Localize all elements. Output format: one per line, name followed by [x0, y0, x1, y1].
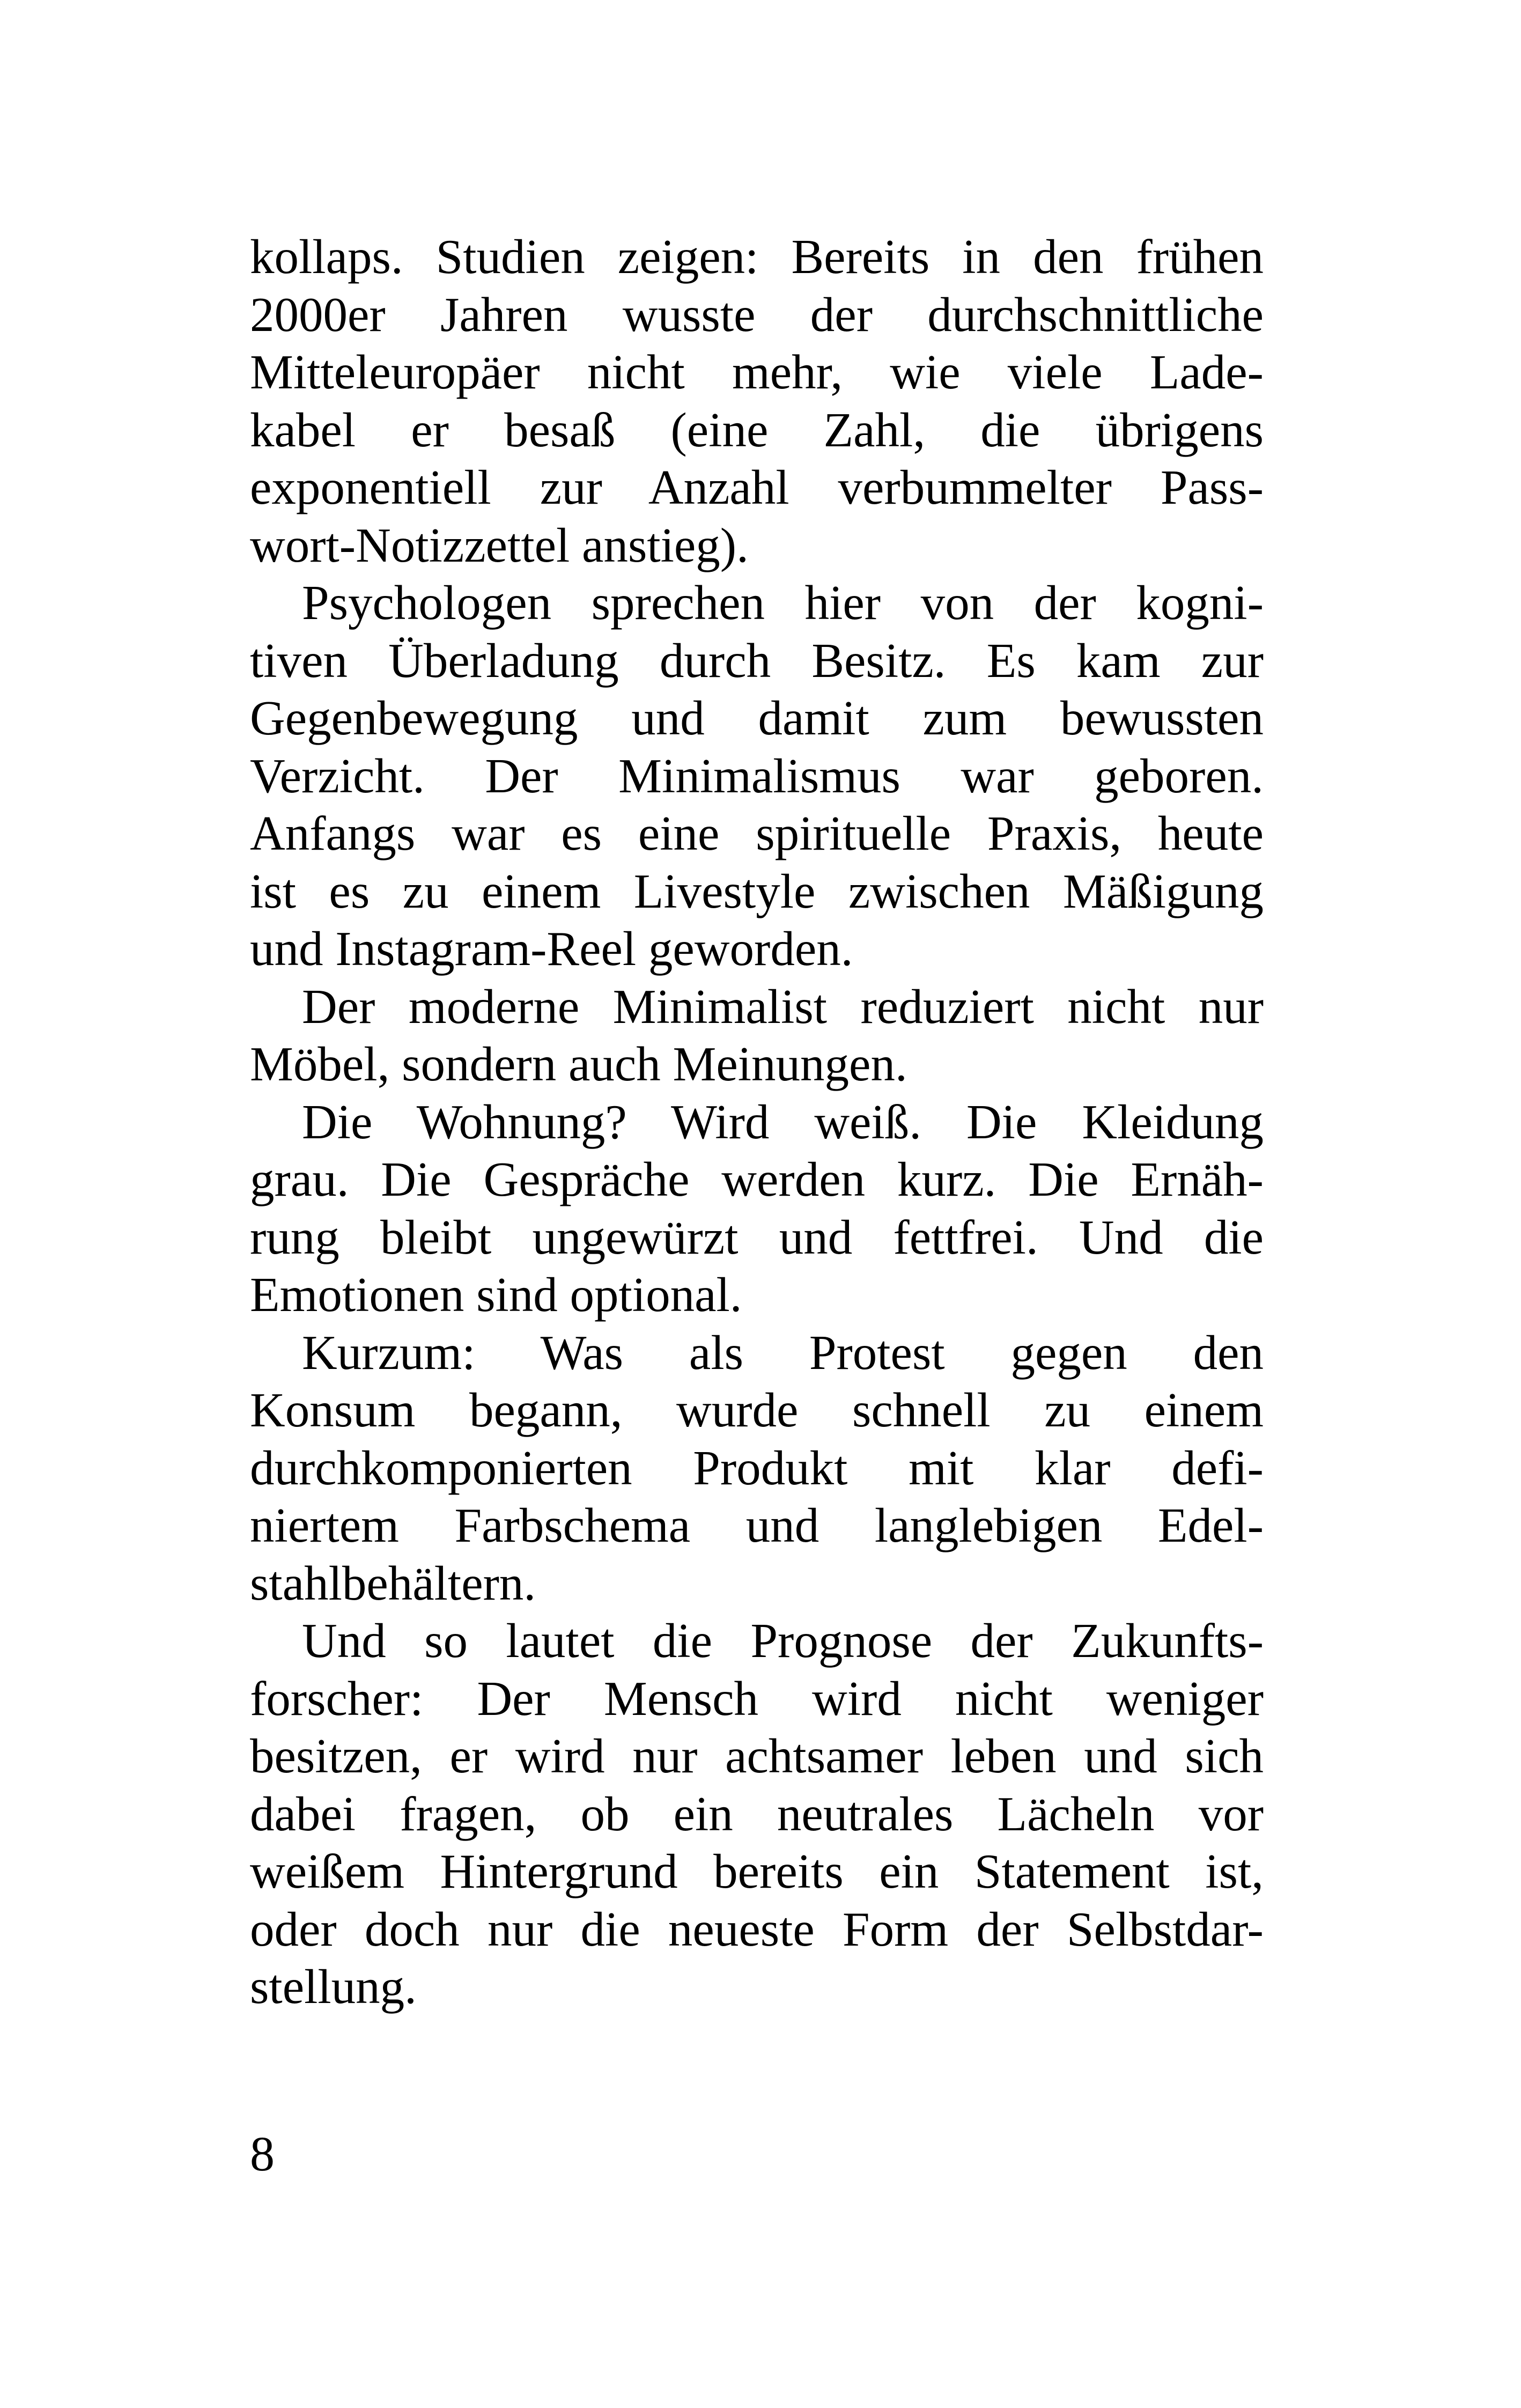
- paragraph: [250, 574, 1264, 978]
- text-line: wort-Notizzettel anstieg).: [250, 518, 749, 572]
- paragraph: [250, 228, 1264, 574]
- text-line: weißem Hintergrund bereits ein Statement ist,: [250, 1844, 1264, 1898]
- text-line: ist es zu einem Livestyle zwischen Mäßigung: [250, 864, 1264, 918]
- text-line: rung bleibt ungewürzt und fettfrei. Und die: [250, 1210, 1264, 1264]
- text-line: dabei fragen, ob ein neutrales Lächeln vor: [250, 1786, 1264, 1841]
- text-line: niertem Farbschema und langlebigen Edel-: [250, 1498, 1264, 1552]
- text-line: kabel er besaß (eine Zahl, die übrigens: [250, 402, 1264, 457]
- paragraph: [250, 1612, 1264, 2016]
- paragraph: [250, 1324, 1264, 1612]
- text-line: Und so lautet die Prognose der Zukunfts-: [302, 1614, 1264, 1668]
- text-line: Der moderne Minimalist reduziert nicht nur: [302, 979, 1264, 1034]
- body-text: [250, 228, 1264, 2016]
- text-line: stahlbehältern.: [250, 1556, 536, 1610]
- text-line: Die Wohnung? Wird weiß. Die Kleidung: [302, 1094, 1264, 1149]
- page-number: 8: [250, 2126, 275, 2181]
- text-line: Anfangs war es eine spirituelle Praxis, heute: [250, 806, 1264, 860]
- paragraph: [250, 1093, 1264, 1324]
- text-line: exponentiell zur Anzahl verbummelter Pass-: [250, 460, 1264, 514]
- text-line: Konsum begann, wurde schnell zu einem: [250, 1383, 1264, 1437]
- text-line: 2000er Jahren wusste der durchschnittliche: [250, 287, 1264, 342]
- text-line: grau. Die Gespräche werden kurz. Die Ernäh-: [250, 1152, 1264, 1206]
- text-line: forscher: Der Mensch wird nicht weniger: [250, 1671, 1264, 1726]
- paragraph: [250, 978, 1264, 1093]
- text-line: Gegenbewegung und damit zum bewussten: [250, 691, 1264, 745]
- text-line: Psychologen sprechen hier von der kogni-: [302, 576, 1264, 630]
- text-line: Kurzum: Was als Protest gegen den: [302, 1325, 1264, 1380]
- text-line: Mitteleuropäer nicht mehr, wie viele Lade-: [250, 345, 1264, 399]
- text-line: kollaps. Studien zeigen: Bereits in den frühen: [250, 230, 1264, 284]
- text-line: durchkomponierten Produkt mit klar defi-: [250, 1440, 1264, 1495]
- text-line: Möbel, sondern auch Meinungen.: [250, 1037, 907, 1091]
- text-line: besitzen, er wird nur achtsamer leben und sich: [250, 1729, 1264, 1783]
- text-line: und Instagram-Reel geworden.: [250, 922, 853, 976]
- text-line: Emotionen sind optional.: [250, 1268, 742, 1322]
- text-line: tiven Überladung durch Besitz. Es kam zur: [250, 633, 1264, 688]
- text-line: oder doch nur die neueste Form der Selbstdar-: [250, 1902, 1264, 1956]
- text-line: stellung.: [250, 1960, 417, 2014]
- text-line: Verzicht. Der Minimalismus war geboren.: [250, 748, 1264, 803]
